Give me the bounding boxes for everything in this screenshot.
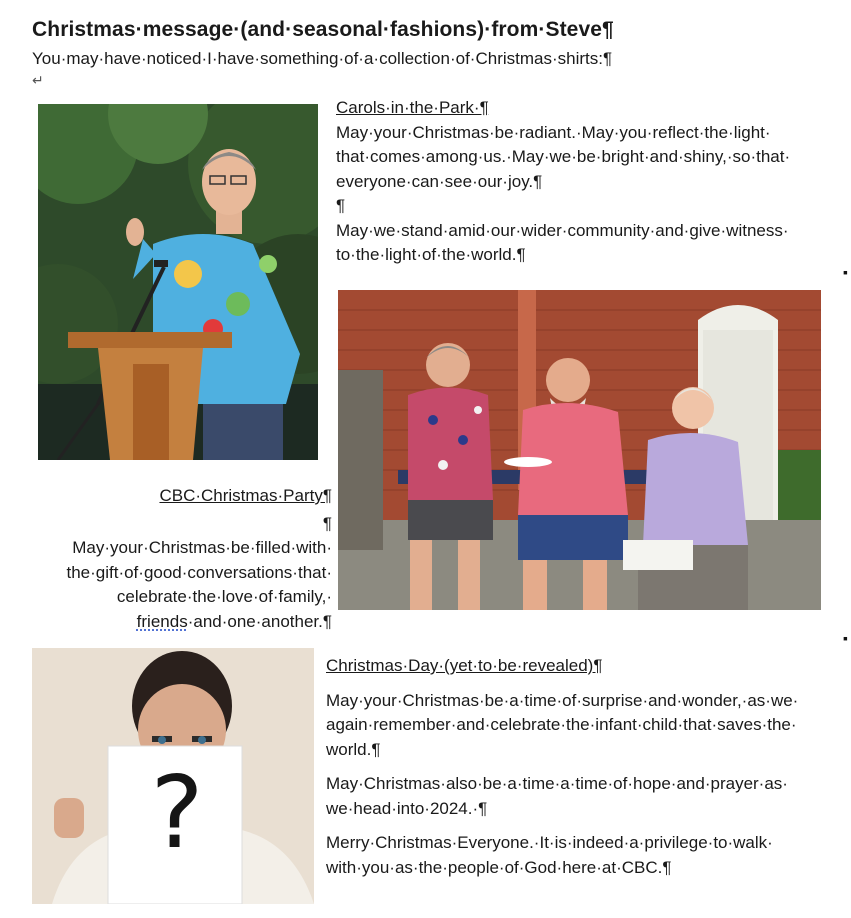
day-p2-line: we·head·into·2024.·¶	[326, 798, 488, 818]
bullet-mark: ▪	[843, 630, 848, 646]
intro-paragraph: You·may·have·noticed·I·have·something·of·a·collection·of·Christmas·shirts:¶	[32, 49, 613, 68]
day-p2-line: May·Christmas·also·be·a·time·a·time·of·hope·and·prayer·as·	[326, 774, 788, 793]
photo-christmas-day-mystery[interactable]	[32, 648, 314, 904]
party-line: the·gift·of·good·conversations·that·	[66, 562, 332, 582]
carols-line: that·comes·among·us.·May·we·be·bright·and·shiny,·so·that·	[336, 147, 791, 166]
carols-heading: Carols·in·the·Park·¶	[336, 98, 489, 117]
carols-photo-graphic	[38, 104, 318, 460]
photo-carols-in-the-park[interactable]	[38, 104, 318, 460]
party-blank-line: ¶	[322, 513, 332, 533]
carols-section	[336, 96, 846, 268]
christmas-day-section	[326, 654, 848, 880]
christmas-day-heading: Christmas·Day·(yet·to·be·revealed)¶	[326, 656, 603, 675]
carols-line: everyone·can·see·our·joy.¶	[336, 171, 543, 191]
flagged-word[interactable]: friends	[136, 611, 188, 631]
day-p1-line: world.¶	[326, 739, 381, 759]
carols-line: ¶	[336, 196, 346, 215]
party-line: May·your·Christmas·be·filled·with·	[72, 538, 332, 557]
party-line-last	[20, 610, 332, 635]
party-heading: CBC·Christmas·Party¶	[159, 486, 332, 505]
party-line: celebrate·the·love·of·family,·	[116, 587, 332, 606]
carols-line: to·the·light·of·the·world.¶	[336, 245, 526, 264]
bullet-mark: ▪	[843, 264, 848, 280]
day-p1-line: again·remember·and·celebrate·the·infant·child·that·saves·the·	[326, 715, 797, 734]
party-section	[20, 484, 332, 634]
party-photo-graphic	[338, 290, 821, 610]
party-line-rest: ·and·one·another.¶	[187, 611, 332, 631]
photo-cbc-christmas-party[interactable]	[338, 290, 821, 610]
document-title: Christmas·message·(and·seasonal·fashions)·from·Steve¶	[32, 18, 614, 41]
day-p3-line: Merry·Christmas·Everyone.·It·is·indeed·a·privilege·to·walk·	[326, 833, 773, 852]
carols-line: May·your·Christmas·be·radiant.·May·you·reflect·the·light·	[336, 122, 771, 142]
carols-line: May·we·stand·amid·our·wider·community·and·give·witness·	[336, 220, 789, 240]
day-p1-line: May·your·Christmas·be·a·time·of·surprise·and·wonder,·as·we·	[326, 690, 799, 710]
line-break-mark: ↵	[32, 72, 44, 88]
day-p3-line: with·you·as·the·people·of·God·here·at·CBC.¶	[326, 857, 672, 877]
question-mark-glyph: ?	[150, 754, 204, 871]
